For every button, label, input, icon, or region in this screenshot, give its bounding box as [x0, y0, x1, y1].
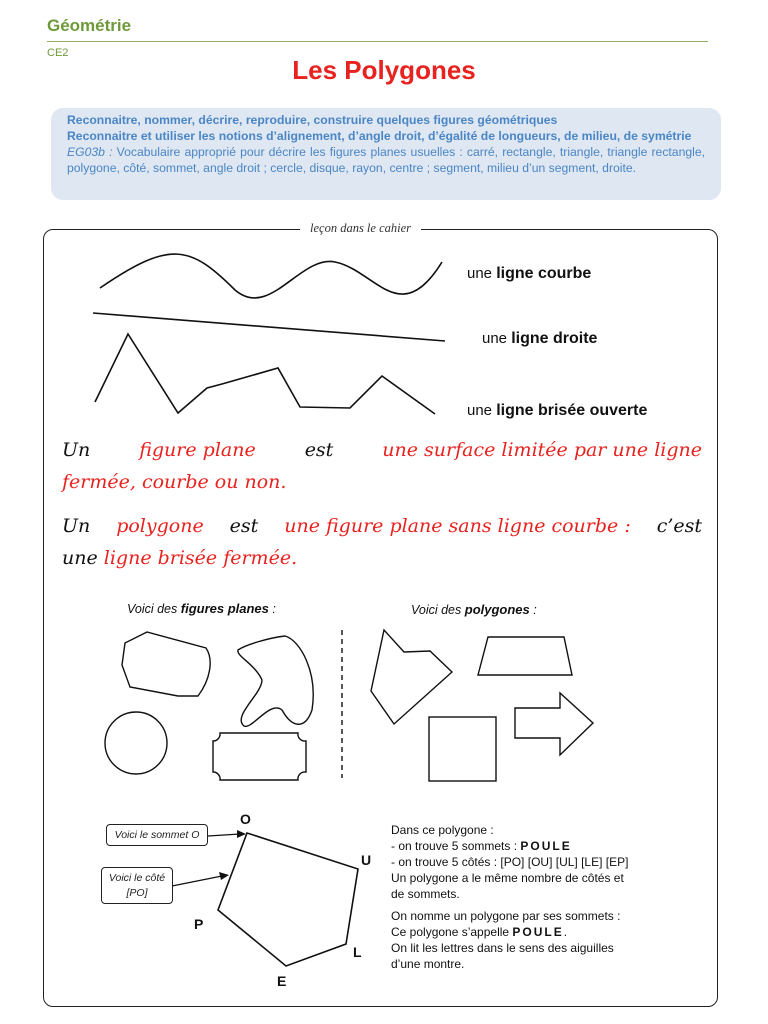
- description-line: Dans ce polygone :: [391, 823, 494, 837]
- vertex-u-label: U: [361, 852, 372, 868]
- poule-polygon: [218, 833, 358, 966]
- lesson-caption: leçon dans le cahier: [300, 221, 421, 236]
- straight-line: [93, 313, 445, 341]
- definition-2-line-1: [62, 515, 702, 537]
- plane-caption-bold: figures planes: [180, 601, 269, 616]
- plane-caption-pre: Voici des: [127, 602, 178, 616]
- def1-word: Un: [62, 439, 91, 461]
- broken-line: [95, 334, 435, 414]
- def2-word: Un: [62, 515, 91, 537]
- vertex-callout-arrow: [208, 834, 240, 836]
- objective-line-1: Reconnaitre, nommer, décrire, reproduire, construire quelques figures géométriques: [67, 113, 558, 127]
- side-callout: [101, 867, 173, 904]
- def1-verb: est: [304, 439, 334, 461]
- description-line: de sommets.: [391, 887, 460, 901]
- def2-verb: est: [229, 515, 259, 537]
- description-name-period: .: [563, 925, 568, 939]
- def2-definition: une figure plane sans ligne courbe :: [284, 515, 631, 537]
- description-line: d’une montre.: [391, 957, 465, 971]
- poly-caption-post: :: [533, 603, 537, 617]
- hexagon-rounded-shape: [122, 632, 210, 696]
- definition-2-line-2: [62, 547, 297, 569]
- subject-heading: Géométrie: [47, 16, 132, 35]
- def2-closing: ligne brisée fermée.: [103, 547, 298, 569]
- def2-cest: c’est: [656, 515, 702, 537]
- broken-line-term: ligne brisée ouverte: [496, 402, 648, 419]
- objective-code: EG03b :: [67, 145, 113, 159]
- description-vertices-text: - on trouve 5 sommets :: [391, 839, 521, 853]
- description-sides-line: - on trouve 5 côtés : [PO] [OU] [UL] [LE] [EP]: [391, 855, 629, 869]
- def2-une: une: [62, 547, 98, 569]
- definition-1-line-1: [62, 439, 702, 461]
- plane-figures-caption: [127, 601, 276, 616]
- description-polygon-name: POULE: [512, 925, 564, 939]
- description-line: Un polygone a le même nombre de côtés et: [391, 871, 624, 885]
- ticket-shape: [213, 733, 306, 780]
- curved-line: [100, 254, 442, 298]
- vertex-p-label: P: [194, 916, 204, 932]
- arrow-shape: [515, 693, 593, 755]
- description-line: On nomme un polygone par ses sommets :: [391, 909, 621, 923]
- def1-term: figure plane: [139, 439, 256, 461]
- straight-line-prefix: une: [482, 330, 508, 347]
- poly-caption-bold: polygones: [464, 602, 530, 617]
- description-name-line: [391, 924, 628, 940]
- circle-shape: [105, 712, 167, 774]
- curved-line-label: [467, 265, 591, 283]
- page-title: Les Polygones: [292, 55, 476, 85]
- broken-line-prefix: une: [467, 402, 493, 419]
- vertex-l-label: L: [353, 944, 362, 960]
- objective-line-2: Reconnaitre et utiliser les notions d’alignement, d’angle droit, d’égalité de longueurs, de milieu, de symétrie: [67, 129, 692, 143]
- def1-definition: une surface limitée par une ligne: [382, 439, 702, 461]
- definition-1-line-2: fermée, courbe ou non.: [62, 471, 287, 493]
- curved-line-term: ligne courbe: [496, 265, 592, 282]
- objective-vocabulary-text: Vocabulaire approprié pour décrire les figures planes usuelles : carré, rectangle, triangle, triangle rectangle, polygone, côté, sommet, angle droit ; cercle, disque, rayon, centre ; segment, milieu d’un segment, droite.: [67, 145, 706, 175]
- plane-caption-post: :: [272, 602, 276, 616]
- description-vertices-name: POULE: [520, 839, 572, 853]
- description-name-text: Ce polygone s’appelle: [391, 925, 513, 939]
- irregular-polygon-shape: [371, 630, 452, 724]
- poly-caption-pre: Voici des: [411, 603, 462, 617]
- straight-line-term: ligne droite: [511, 330, 598, 347]
- broken-line-label: [467, 402, 647, 420]
- square-shape: [429, 717, 496, 781]
- vertex-callout: Voici le sommet O: [106, 824, 208, 846]
- grade-level: CE2: [47, 47, 69, 59]
- side-callout-line-2: [PO]: [126, 887, 148, 899]
- side-arrow-head: [219, 872, 229, 880]
- straight-line-label: [482, 330, 597, 348]
- def2-term: polygone: [116, 515, 204, 537]
- curved-line-prefix: une: [467, 265, 493, 282]
- description-line: On lit les lettres dans le sens des aiguilles: [391, 941, 614, 955]
- polygons-caption: [411, 602, 537, 617]
- trapezoid-shape: [478, 637, 572, 675]
- side-callout-line-1: Voici le côté: [108, 872, 166, 884]
- description-vertices-line: [391, 838, 628, 854]
- polygon-description: [391, 822, 628, 972]
- vertex-e-label: E: [277, 973, 287, 989]
- vertex-o-label: O: [240, 811, 251, 827]
- side-callout-arrow: [172, 876, 222, 886]
- vertex-arrow-head: [237, 830, 246, 838]
- boomerang-shape: [238, 636, 313, 726]
